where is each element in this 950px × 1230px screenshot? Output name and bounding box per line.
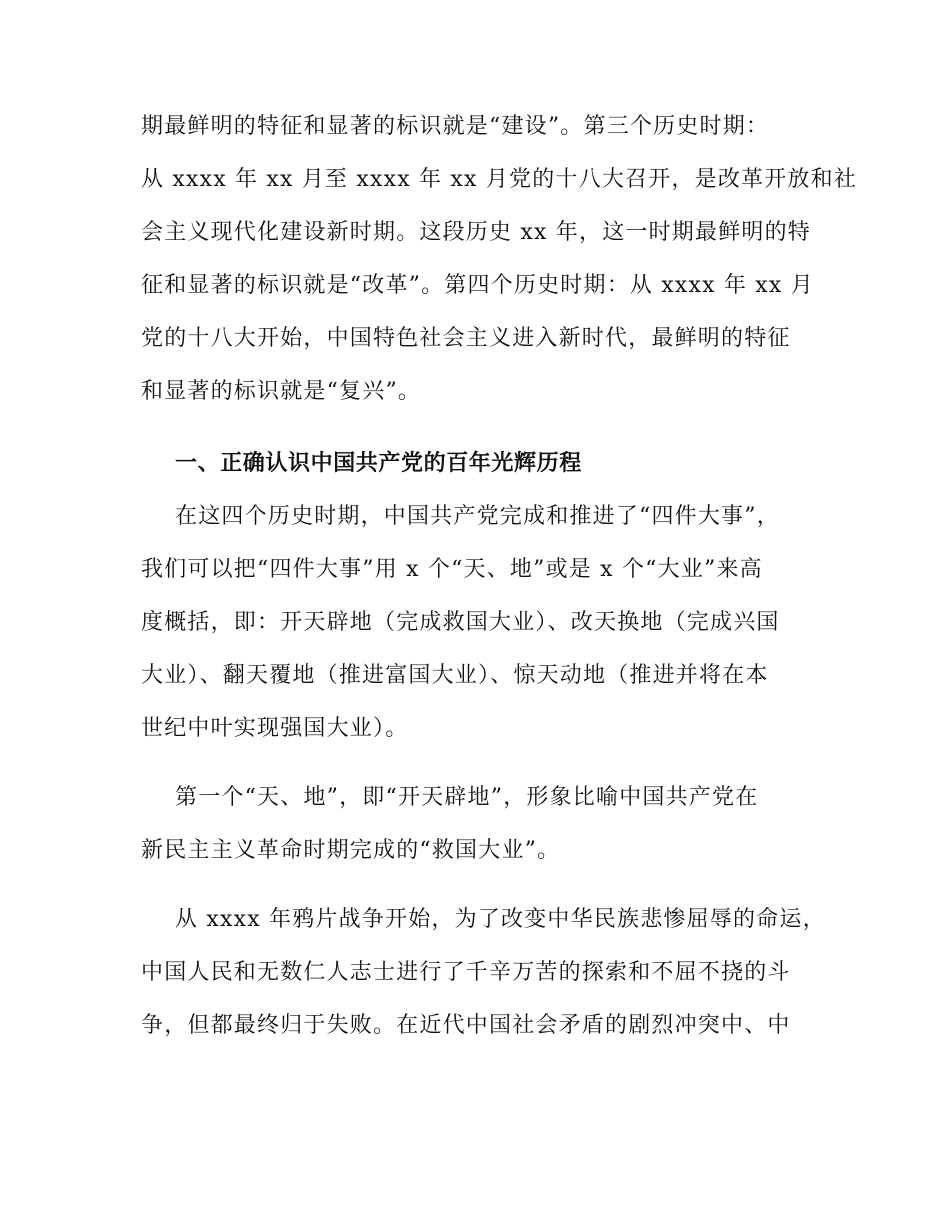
paragraph-2-line-1: 在这四个历史时期，中国共产党完成和推进了“四件大事”， <box>175 504 780 529</box>
section-heading-1: 一、正确认识中国共产党的百年光辉历程 <box>175 451 582 476</box>
paragraph-2-line-2: 我们可以把“四件大事”用 x 个“天、地”或是 x 个“大业”来高 <box>141 557 763 582</box>
paragraph-4-line-3: 争，但都最终归于失败。在近代中国社会矛盾的剧烈冲突中、中 <box>141 1013 791 1038</box>
paragraph-1-line-4: 征和显著的标识就是“改革”。第四个历史时期：从 xxxx 年 xx 月 <box>141 273 814 298</box>
paragraph-2-line-3: 度概括，即：开天辟地（完成救国大业）、改天换地（完成兴国 <box>141 610 780 635</box>
paragraph-1-line-3: 会主义现代化建设新时期。这段历史 xx 年，这一时期最鲜明的特 <box>141 220 812 245</box>
paragraph-3-line-1: 第一个“天、地”，即“开天辟地”，形象比喻中国共产党在 <box>175 785 759 810</box>
paragraph-2-line-4: 大业）、翻天覆地（推进富国大业）、惊天动地（推进并将在本 <box>141 663 769 688</box>
paragraph-3-line-2: 新民主主义革命时期完成的“救国大业”。 <box>141 838 561 863</box>
paragraph-4-line-2: 中国人民和无数仁人志士进行了千辛万苦的探索和不屈不挠的斗 <box>141 960 791 985</box>
paragraph-1-line-1: 期最鲜明的特征和显著的标识就是“建设”。第三个历史时期： <box>141 114 770 139</box>
paragraph-1-line-5: 党的十八大开始，中国特色社会主义进入新时代，最鲜明的特征 <box>141 326 791 351</box>
paragraph-4-line-1: 从 xxxx 年鸦片战争开始，为了改变中华民族悲惨屈辱的命运， <box>175 907 826 932</box>
paragraph-1-line-2: 从 xxxx 年 xx 月至 xxxx 年 xx 月党的十八大召开，是改革开放和社 <box>141 167 858 192</box>
paragraph-2-line-5: 世纪中叶实现强国大业）。 <box>141 716 409 741</box>
paragraph-1-line-6: 和显著的标识就是“复兴”。 <box>141 379 422 404</box>
